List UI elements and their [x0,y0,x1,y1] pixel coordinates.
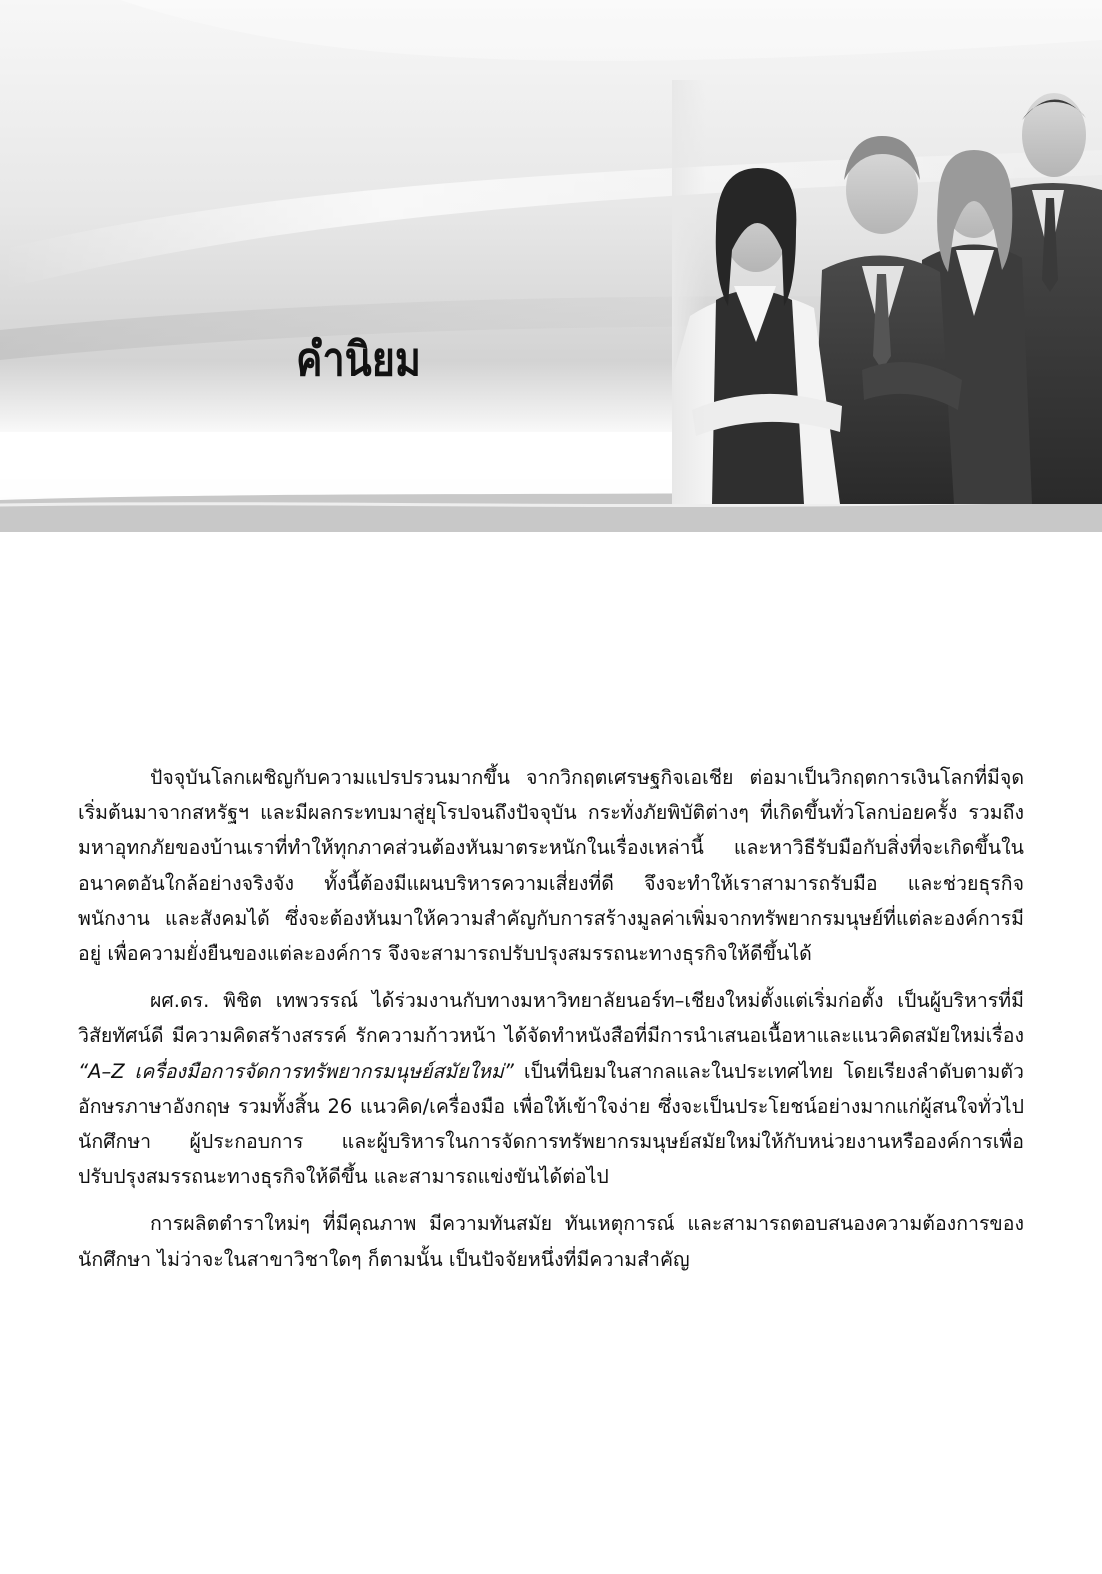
book-title: “A–Z เครื่องมือการจัดการทรัพยากรมนุษย์สมัยใหม่” [78,1059,514,1083]
header-banner [0,0,1102,532]
foreword-body [78,760,1024,1289]
paragraph-3: การผลิตตำราใหม่ๆ ที่มีคุณภาพ มีความทันสมัย ทันเหตุการณ์ และสามารถตอบสนองความต้องการของนักศึกษา ไม่ว่าจะในสาขาวิชาใดๆ ก็ตามนั้น เป็นปัจจัยหนึ่งที่มีความสำคัญ [78,1212,1024,1271]
paragraph-2-text-before: ผศ.ดร. พิชิต เทพวรรณ์ ได้ร่วมงานกับทางมหาวิทยาลัยนอร์ท–เชียงใหม่ตั้งแต่เริ่มก่อตั้ง เป็นผู้บริหารที่มีวิสัยทัศน์ดี มีความคิดสร้างสรรค์ รักความก้าวหน้า ได้จัดทำหนังสือที่มีการนำเสนอเนื้อหาและแนวคิดสมัยใหม่เรื่อง [78,989,1024,1048]
paragraph-2-text-after: เป็นที่นิยมในสากลและในประเทศไทย โดยเรียงลำดับตามตัวอักษรภาษาอังกฤษ รวมทั้งสิ้น 26 แนวคิด/เครื่องมือ เพื่อให้เข้าใจง่าย ซึ่งจะเป็นประโยชน์อย่างมากแก่ผู้สนใจทั่วไป นักศึกษา ผู้ประกอบการ และผู้บริหารในการจัดการทรัพยากรมนุษย์สมัยใหม่ให้กับหน่วยงานหรือองค์การเพื่อปรับปรุงสมรรถนะทางธุรกิจให้ดีขึ้น และสามารถแข่งขันได้ต่อไป [78,1059,1024,1189]
paragraph-2 [78,983,1024,1194]
paragraph-1: ปัจจุบันโลกเผชิญกับความแปรปรวนมากขึ้น จากวิกฤตเศรษฐกิจเอเชีย ต่อมาเป็นวิกฤตการเงินโลกที่มีจุดเริ่มต้นมาจากสหรัฐฯ และมีผลกระทบมาสู่ยุโรปจนถึงปัจจุบัน กระทั่งภัยพิบัติต่างๆ ที่เกิดขึ้นทั่วโลกบ่อยครั้ง รวมถึงมหาอุทกภัยของบ้านเราที่ทำให้ทุกภาคส่วนต้องหันมาตระหนักในเรื่องเหล่านี้ และหาวิธีรับมือกับสิ่งที่จะเกิดขึ้นในอนาคตอันใกล้อย่างจริงจัง ทั้งนี้ต้องมีแผนบริหารความเสี่ยงที่ดี จึงจะทำให้เราสามารถรับมือ และช่วยธุรกิจ พนักงาน และสังคมได้ ซึ่งจะต้องหันมาให้ความสำคัญกับการสร้างมูลค่าเพิ่มจากทรัพยากรมนุษย์ที่แต่ละองค์การมีอยู่ เพื่อความยั่งยืนของแต่ละองค์การ จึงจะสามารถปรับปรุงสมรรถนะทางธุรกิจให้ดีขึ้นได้ [78,766,1024,966]
page-title: คำนิยม [296,332,421,386]
business-team-photo [672,80,1102,504]
